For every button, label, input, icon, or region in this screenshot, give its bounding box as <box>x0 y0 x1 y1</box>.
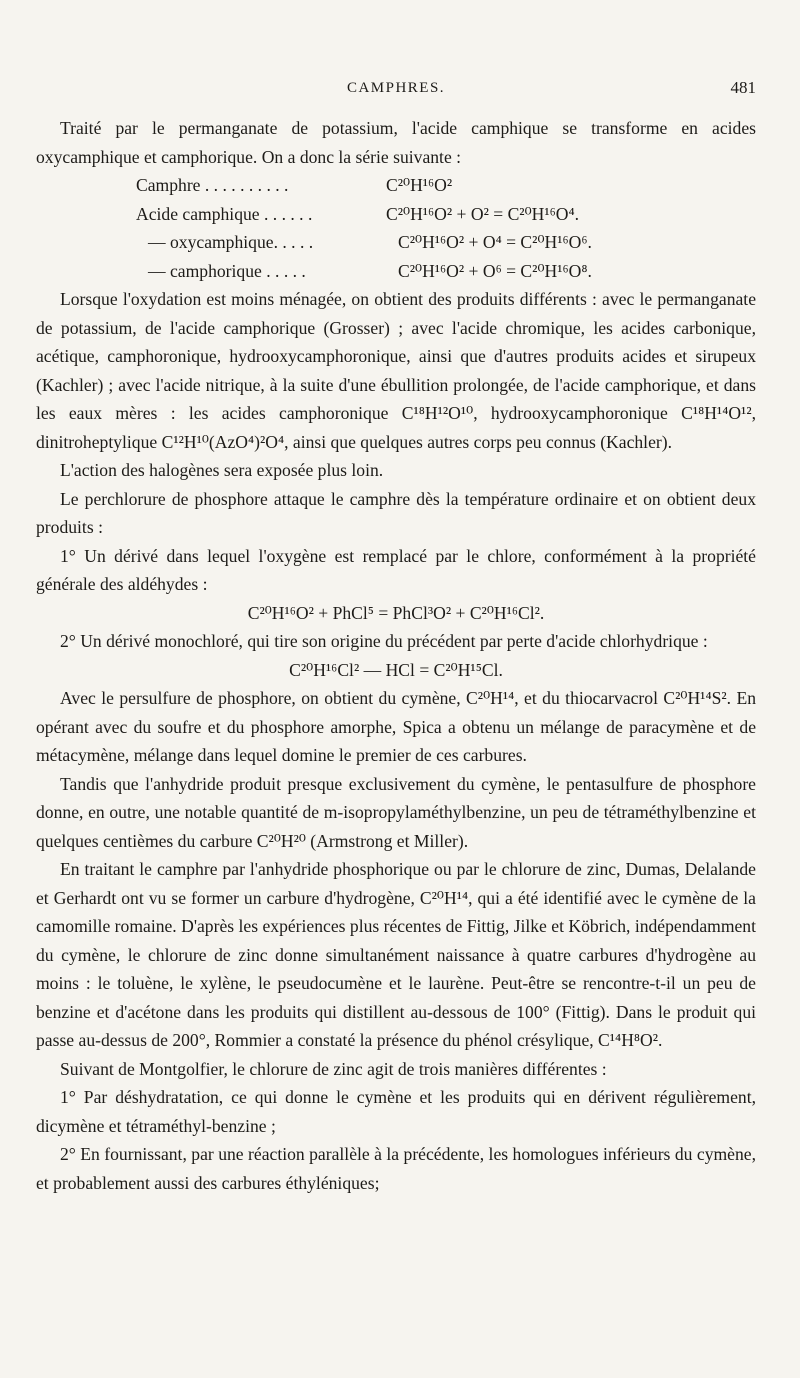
series-name: — camphorique . . . . . <box>148 260 306 281</box>
oxidation-series <box>136 171 756 285</box>
equation: C²⁰H¹⁶O² + PhCl⁵ = PhCl³O² + C²⁰H¹⁶Cl². <box>247 602 545 623</box>
paragraph: Le perchlorure de phosphore attaque le camphre dès la température ordinaire et on obtient deux produits : <box>36 488 756 537</box>
paragraph: 1° Par déshydratation, ce qui donne le cymène et les produits qui en dérivent régulièrement, dicymène et tétraméthyl-benzine ; <box>36 1087 756 1136</box>
series-name: Camphre . . . . . . . . . . <box>136 175 289 195</box>
series-formula: C²⁰H¹⁶O² + O⁶ = C²⁰H¹⁶O⁸. <box>398 260 592 281</box>
paragraph: En traitant le camphre par l'anhydride phosphorique ou par le chlorure de zinc, Dumas, Delalande et Gerhardt ont vu se former un carbure d'hydrogène, C²⁰H¹⁴, qui a été identifié avec le cymène de la camomille romaine. D'après les expériences plus récentes de Fittig, Jilke et Köbrich, indépendamment du cymène, le chlorure de zinc donne simultanément naissance à quatre carbures d'hydrogène au moins : le toluène, le xylène, le pseudocumène et le laurène. Peut-être se rencontre-t-il un peu de benzine et d'acétone dans les produits qui distillent au-dessous de 100° (Fittig). Dans le produit qui passe au-dessus de 200°, Rommier a constaté la présence du phénol crésylique, C¹⁴H⁸O². <box>36 859 756 1050</box>
page-number: 481 <box>730 78 756 97</box>
running-title: CAMPHRES. <box>346 80 446 96</box>
equation: C²⁰H¹⁶Cl² — HCl = C²⁰H¹⁵Cl. <box>289 659 503 680</box>
series-formula: C²⁰H¹⁶O² + O² = C²⁰H¹⁶O⁴. <box>386 203 579 224</box>
series-row <box>136 200 756 229</box>
paragraph: Traité par le permanganate de potassium, l'acide camphique se transforme en acides oxycamphique et camphorique. On a donc la série suivante : <box>36 118 756 167</box>
series-row <box>136 257 756 286</box>
series-formula: C²⁰H¹⁶O² <box>386 175 453 195</box>
paragraph: Avec le persulfure de phosphore, on obtient du cymène, C²⁰H¹⁴, et du thiocarvacrol C²⁰H¹⁴S². En opérant avec du soufre et du phosphore amorphe, Spica a obtenu un mélange de paracymène et de métacymène, mélange dans lequel domine le premier de ces carbures. <box>36 688 756 765</box>
paragraph: 1° Un dérivé dans lequel l'oxygène est remplacé par le chlore, conformément à la propriété générale des aldéhydes : <box>36 545 756 594</box>
paragraph: L'action des halogènes sera exposée plus loin. <box>60 460 384 480</box>
series-row <box>136 171 756 200</box>
page-header <box>36 74 756 100</box>
paragraph: Tandis que l'anhydride produit presque exclusivement du cymène, le pentasulfure de phosphore donne, en outre, une notable quantité de m-isopropylaméthylbenzine, un peu de tétraméthylbenzine et quelques centièmes du carbure C²⁰H²⁰ (Armstrong et Miller). <box>36 773 756 851</box>
paragraph: 2° En fournissant, par une réaction parallèle à la précédente, les homologues inférieurs du cymène, et probablement aussi des carbures éthyléniques; <box>36 1144 756 1193</box>
paragraph: Suivant de Montgolfier, le chlorure de zinc agit de trois manières différentes : <box>60 1058 607 1079</box>
paragraph: 2° Un dérivé monochloré, qui tire son origine du précédent par perte d'acide chlorhydrique : <box>60 631 708 651</box>
series-name: Acide camphique . . . . . . <box>136 203 313 224</box>
series-formula: C²⁰H¹⁶O² + O⁴ = C²⁰H¹⁶O⁶. <box>398 232 592 252</box>
page-body <box>36 114 756 1197</box>
paragraph: Lorsque l'oxydation est moins ménagée, on obtient des produits différents : avec le permanganate de potassium, de l'acide camphorique (Grosser) ; avec l'acide chromique, les acides carbonique, acétique, camphoronique, hydrooxycamphoronique, ainsi que d'autres produits acides et sirupeux (Kachler) ; avec l'acide nitrique, à la suite d'une ébullition prolongée, de l'acide camphorique, et dans les eaux mères : les acides camphoronique C¹⁸H¹²O¹⁰, hydrooxycamphoronique C¹⁸H¹⁴O¹², dinitroheptylique C¹²H¹⁰(AzO⁴)²O⁴, ainsi que quelques autres corps peu connus (Kachler). <box>36 289 756 452</box>
series-row <box>136 228 756 257</box>
series-name: — oxycamphique. . . . . <box>148 232 314 252</box>
